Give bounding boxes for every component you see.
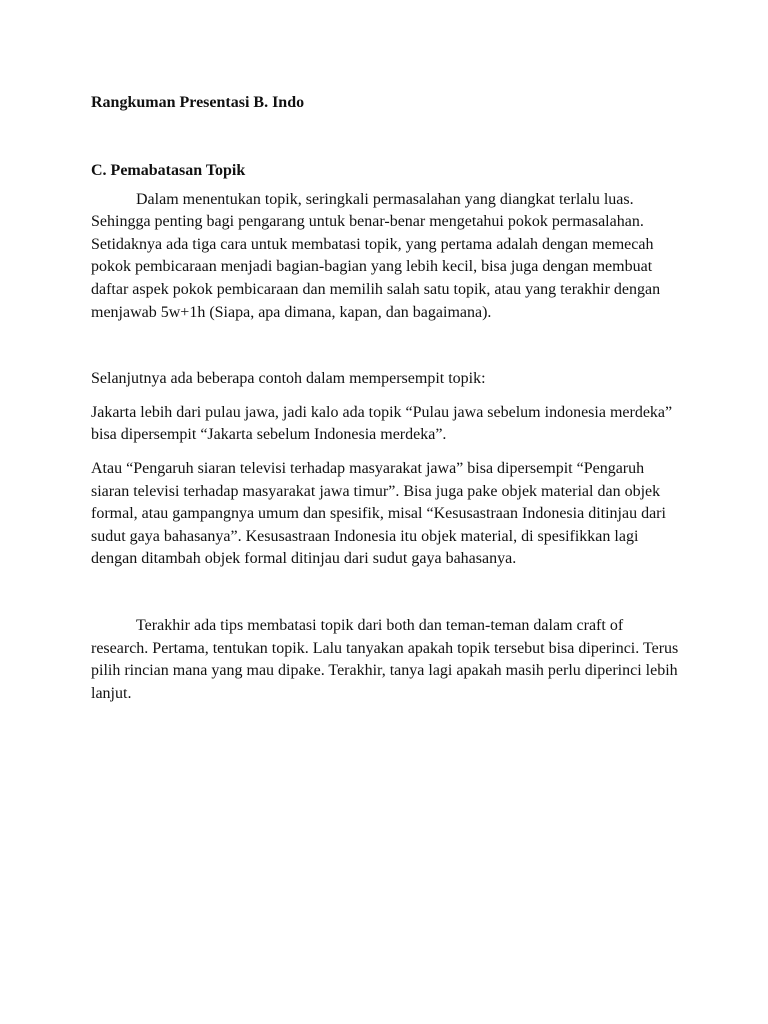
paragraph-tips: Terakhir ada tips membatasi topik dari both dan teman-teman dalam craft of research. Pertama, tentukan topik. Lalu tanyakan apakah topik tersebut bisa diperinci. Terus pilih rincian mana yang mau dipake. Terakhir, tanya lagi apakah masih perlu diperinci lebih lanjut. xyxy=(91,616,679,702)
paragraph-example-jakarta: Jakarta lebih dari pulau jawa, jadi kalo ada topik “Pulau jawa sebelum indonesia merdeka” bisa dipersempit “Jakarta sebelum Indonesia merdeka”. xyxy=(91,403,673,444)
document-title: Rangkuman Presentasi B. Indo xyxy=(91,94,305,111)
paragraph-examples-lead: Selanjutnya ada beberapa contoh dalam mempersempit topik: xyxy=(91,370,486,388)
section-heading: C. Pemabatasan Topik xyxy=(91,162,246,179)
document-body xyxy=(91,92,681,705)
paragraph-intro: Dalam menentukan topik, seringkali permasalahan yang diangkat terlalu luas. Sehingga penting bagi pengarang untuk benar-benar mengetahui pokok permasalahan. Setidaknya ada tiga cara untuk membatasi topik, yang pertama adalah dengan memecah pokok pembicaraan menjadi bagian-bagian yang lebih kecil, bisa juga dengan membuat daftar aspek pokok pembicaraan dan memilih salah satu topik, atau yang terakhir dengan menjawab 5w+1h (Siapa, apa dimana, kapan, dan bagaimana). xyxy=(91,190,661,321)
paragraph-example-television: Atau “Pengaruh siaran televisi terhadap masyarakat jawa” bisa dipersempit “Pengaruh siaran televisi terhadap masyarakat jawa timur”. Bisa juga pake objek material dan objek formal, atau gampangnya umum dan spesifik, misal “Kesusastraan Indonesia ditinjau dari sudut gaya bahasanya”. Kesusastraan Indonesia itu objek material, di spesifikkan lagi dengan ditambah objek formal ditinjau dari sudut gaya bahasanya. xyxy=(91,459,666,568)
